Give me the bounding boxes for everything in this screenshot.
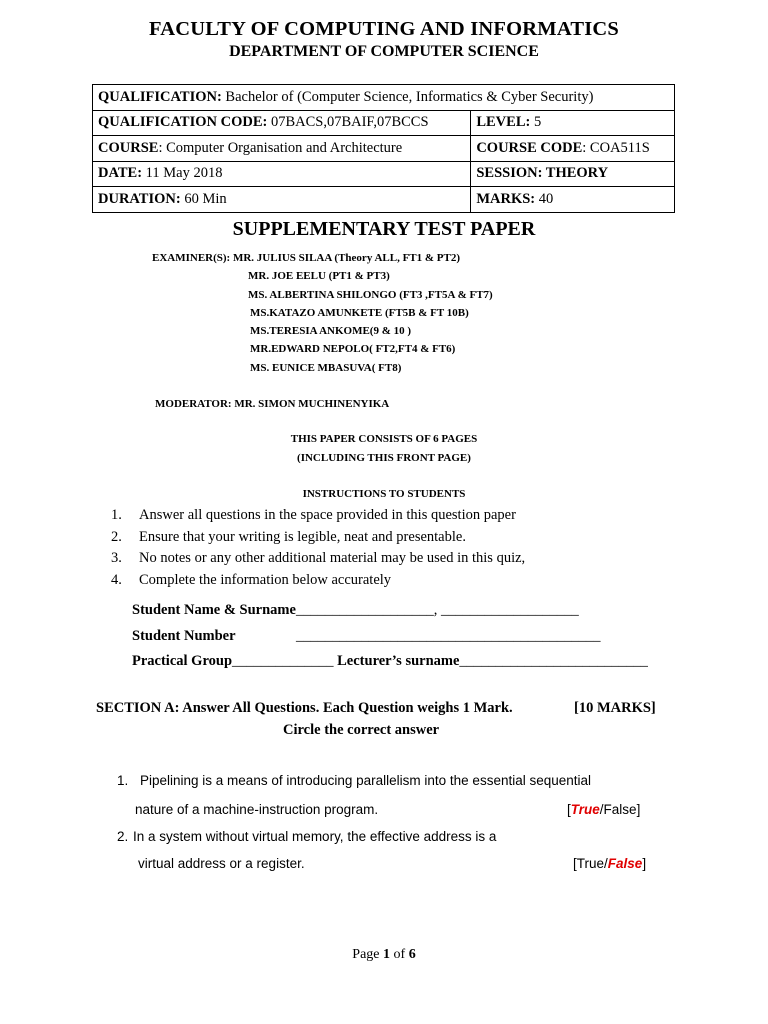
answer-true-option[interactable]: True xyxy=(570,802,600,817)
option-separator: / xyxy=(599,802,604,817)
list-item xyxy=(152,304,469,322)
page-footer xyxy=(0,947,768,963)
student-name-blank[interactable]: ___________________, ___________________ xyxy=(295,602,579,618)
table-row xyxy=(93,136,675,162)
faculty-title: FACULTY OF COMPUTING AND INFORMATICS xyxy=(149,18,619,40)
page-count-note: (INCLUDING THIS FRONT PAGE) xyxy=(297,452,471,464)
examiner-lead: EXAMINER(S): MR. JULIUS SILAA (Theory ALL, FT1 & PT2) xyxy=(152,252,461,264)
course-cell xyxy=(93,136,471,162)
question-2-options[interactable] xyxy=(573,856,646,871)
examiner-name: MR.EDWARD NEPOLO( FT2,FT4 & FT6) xyxy=(250,343,456,356)
qualification-code-label: QUALIFICATION CODE: xyxy=(98,114,268,131)
list-item xyxy=(152,322,460,340)
department-title: DEPARTMENT OF COMPUTER SCIENCE xyxy=(229,43,539,60)
examiner-name: MS. EUNICE MBASUVA( FT8) xyxy=(250,361,402,374)
marks-cell xyxy=(471,187,675,213)
list-item xyxy=(152,359,460,377)
bracket-open: [ xyxy=(573,856,577,871)
date-cell xyxy=(93,161,471,187)
date-value: 11 May 2018 xyxy=(142,165,223,182)
duration-value: 60 Min xyxy=(180,190,227,207)
examiner-name: MS.KATAZO AMUNKETE (FT5B & FT 10B) xyxy=(250,306,469,319)
exam-info-table xyxy=(92,84,675,213)
date-label: DATE: xyxy=(98,165,143,182)
of-word: of xyxy=(390,947,409,962)
instruction-text: Answer all questions in the space provided in this question paper xyxy=(139,507,516,523)
list-number: 2. xyxy=(111,528,122,545)
duration-label: DURATION: xyxy=(98,190,181,207)
bracket-close: ] xyxy=(642,856,647,871)
paper-title: SUPPLEMENTARY TEST PAPER xyxy=(232,218,536,240)
section-a-heading: SECTION A: Answer All Questions. Each Question weighs 1 Mark. xyxy=(96,700,513,716)
lecturer-surname-label: Lecturer’s surname xyxy=(333,653,460,669)
practical-group-label: Practical Group xyxy=(132,653,233,669)
qualification-code-cell xyxy=(93,110,471,136)
level-value: 5 xyxy=(530,114,542,131)
level-label: LEVEL: xyxy=(476,114,531,131)
student-number-blank[interactable]: __________________________________________ xyxy=(296,628,601,644)
examiners-block xyxy=(152,249,493,377)
question-2-number: 2. xyxy=(117,829,129,844)
marks-value: 40 xyxy=(535,190,554,207)
current-page-number: 1 xyxy=(383,947,391,962)
course-code-cell xyxy=(471,136,675,162)
course-label: COURSE xyxy=(98,139,159,156)
list-number: 3. xyxy=(111,550,122,567)
question-1-number: 1. xyxy=(117,773,129,788)
duration-cell xyxy=(93,187,471,213)
practical-group-blank[interactable]: ______________ xyxy=(232,653,334,669)
course-value: : Computer Organisation and Architecture xyxy=(158,139,403,156)
instruction-text: No notes or any other additional material may be used in this quiz, xyxy=(139,550,526,567)
question-2-text-line1: In a system without virtual memory, the effective address is a xyxy=(133,829,497,844)
instruction-text: Complete the information below accurately xyxy=(139,572,392,589)
option-separator: / xyxy=(604,856,608,871)
list-number: 4. xyxy=(111,572,122,589)
answer-false-option[interactable]: False xyxy=(607,856,643,871)
lecturer-surname-blank[interactable]: __________________________ xyxy=(459,653,648,669)
course-code-label: COURSE CODE xyxy=(476,139,583,156)
examiner-name: MS.TERESIA ANKOME(9 & 10 ) xyxy=(250,325,412,338)
qualification-cell xyxy=(93,85,675,111)
bracket-close: ] xyxy=(636,802,641,817)
student-number-label: Student Number xyxy=(132,628,236,644)
page-word: Page xyxy=(352,947,384,962)
list-item xyxy=(111,548,525,570)
table-row xyxy=(93,161,675,187)
student-name-field[interactable] xyxy=(132,602,579,619)
list-item xyxy=(152,267,460,285)
qualification-code-value: 07BACS,07BAIF,07BCCS xyxy=(267,114,429,131)
instruction-text: Ensure that your writing is legible, neat and presentable. xyxy=(139,528,466,545)
question-2-text-line2: virtual address or a register. xyxy=(138,856,305,871)
list-item xyxy=(111,505,525,527)
list-item xyxy=(111,527,525,549)
table-row xyxy=(93,187,675,213)
qualification-value: Bachelor of (Computer Science, Informatics & Cyber Security) xyxy=(221,88,594,105)
student-name-label: Student Name & Surname xyxy=(132,602,296,618)
question-1-options[interactable] xyxy=(567,802,640,817)
table-row xyxy=(93,110,675,136)
session-cell xyxy=(471,161,675,187)
question-1-text-line2: nature of a machine-instruction program. xyxy=(135,802,379,817)
section-a-instruction: Circle the correct answer xyxy=(283,722,440,738)
bracket-open: [ xyxy=(567,802,571,817)
page-count-line: THIS PAPER CONSISTS OF 6 PAGES xyxy=(290,433,478,445)
course-code-value: : COA511S xyxy=(582,139,650,156)
list-item xyxy=(111,570,525,592)
list-number: 1. xyxy=(111,507,122,523)
table-row xyxy=(93,85,675,111)
list-item xyxy=(152,286,493,304)
examiner-name: MS. ALBERTINA SHILONGO (FT3 ,FT5A & FT7) xyxy=(248,288,493,301)
session-label: SESSION: THEORY xyxy=(476,165,609,182)
qualification-label: QUALIFICATION: xyxy=(98,88,222,105)
level-cell xyxy=(471,110,675,136)
instructions-heading: INSTRUCTIONS TO STUDENTS xyxy=(302,488,466,500)
practical-group-field[interactable] xyxy=(132,653,648,670)
question-1-text-line1: Pipelining is a means of introducing parallelism into the essential sequential xyxy=(140,773,592,788)
answer-true-option[interactable]: True xyxy=(576,856,605,871)
marks-label: MARKS: xyxy=(476,190,536,207)
moderator-line: MODERATOR: MR. SIMON MUCHINENYIKA xyxy=(155,398,390,410)
instructions-list xyxy=(111,505,525,592)
section-a-marks: [10 MARKS] xyxy=(574,700,656,716)
answer-false-option[interactable]: False xyxy=(603,802,637,817)
total-page-number: 6 xyxy=(408,947,416,962)
examiner-name: MR. JOE EELU (PT1 & PT3) xyxy=(248,270,390,283)
list-item xyxy=(152,340,460,358)
student-number-field[interactable] xyxy=(132,628,601,645)
